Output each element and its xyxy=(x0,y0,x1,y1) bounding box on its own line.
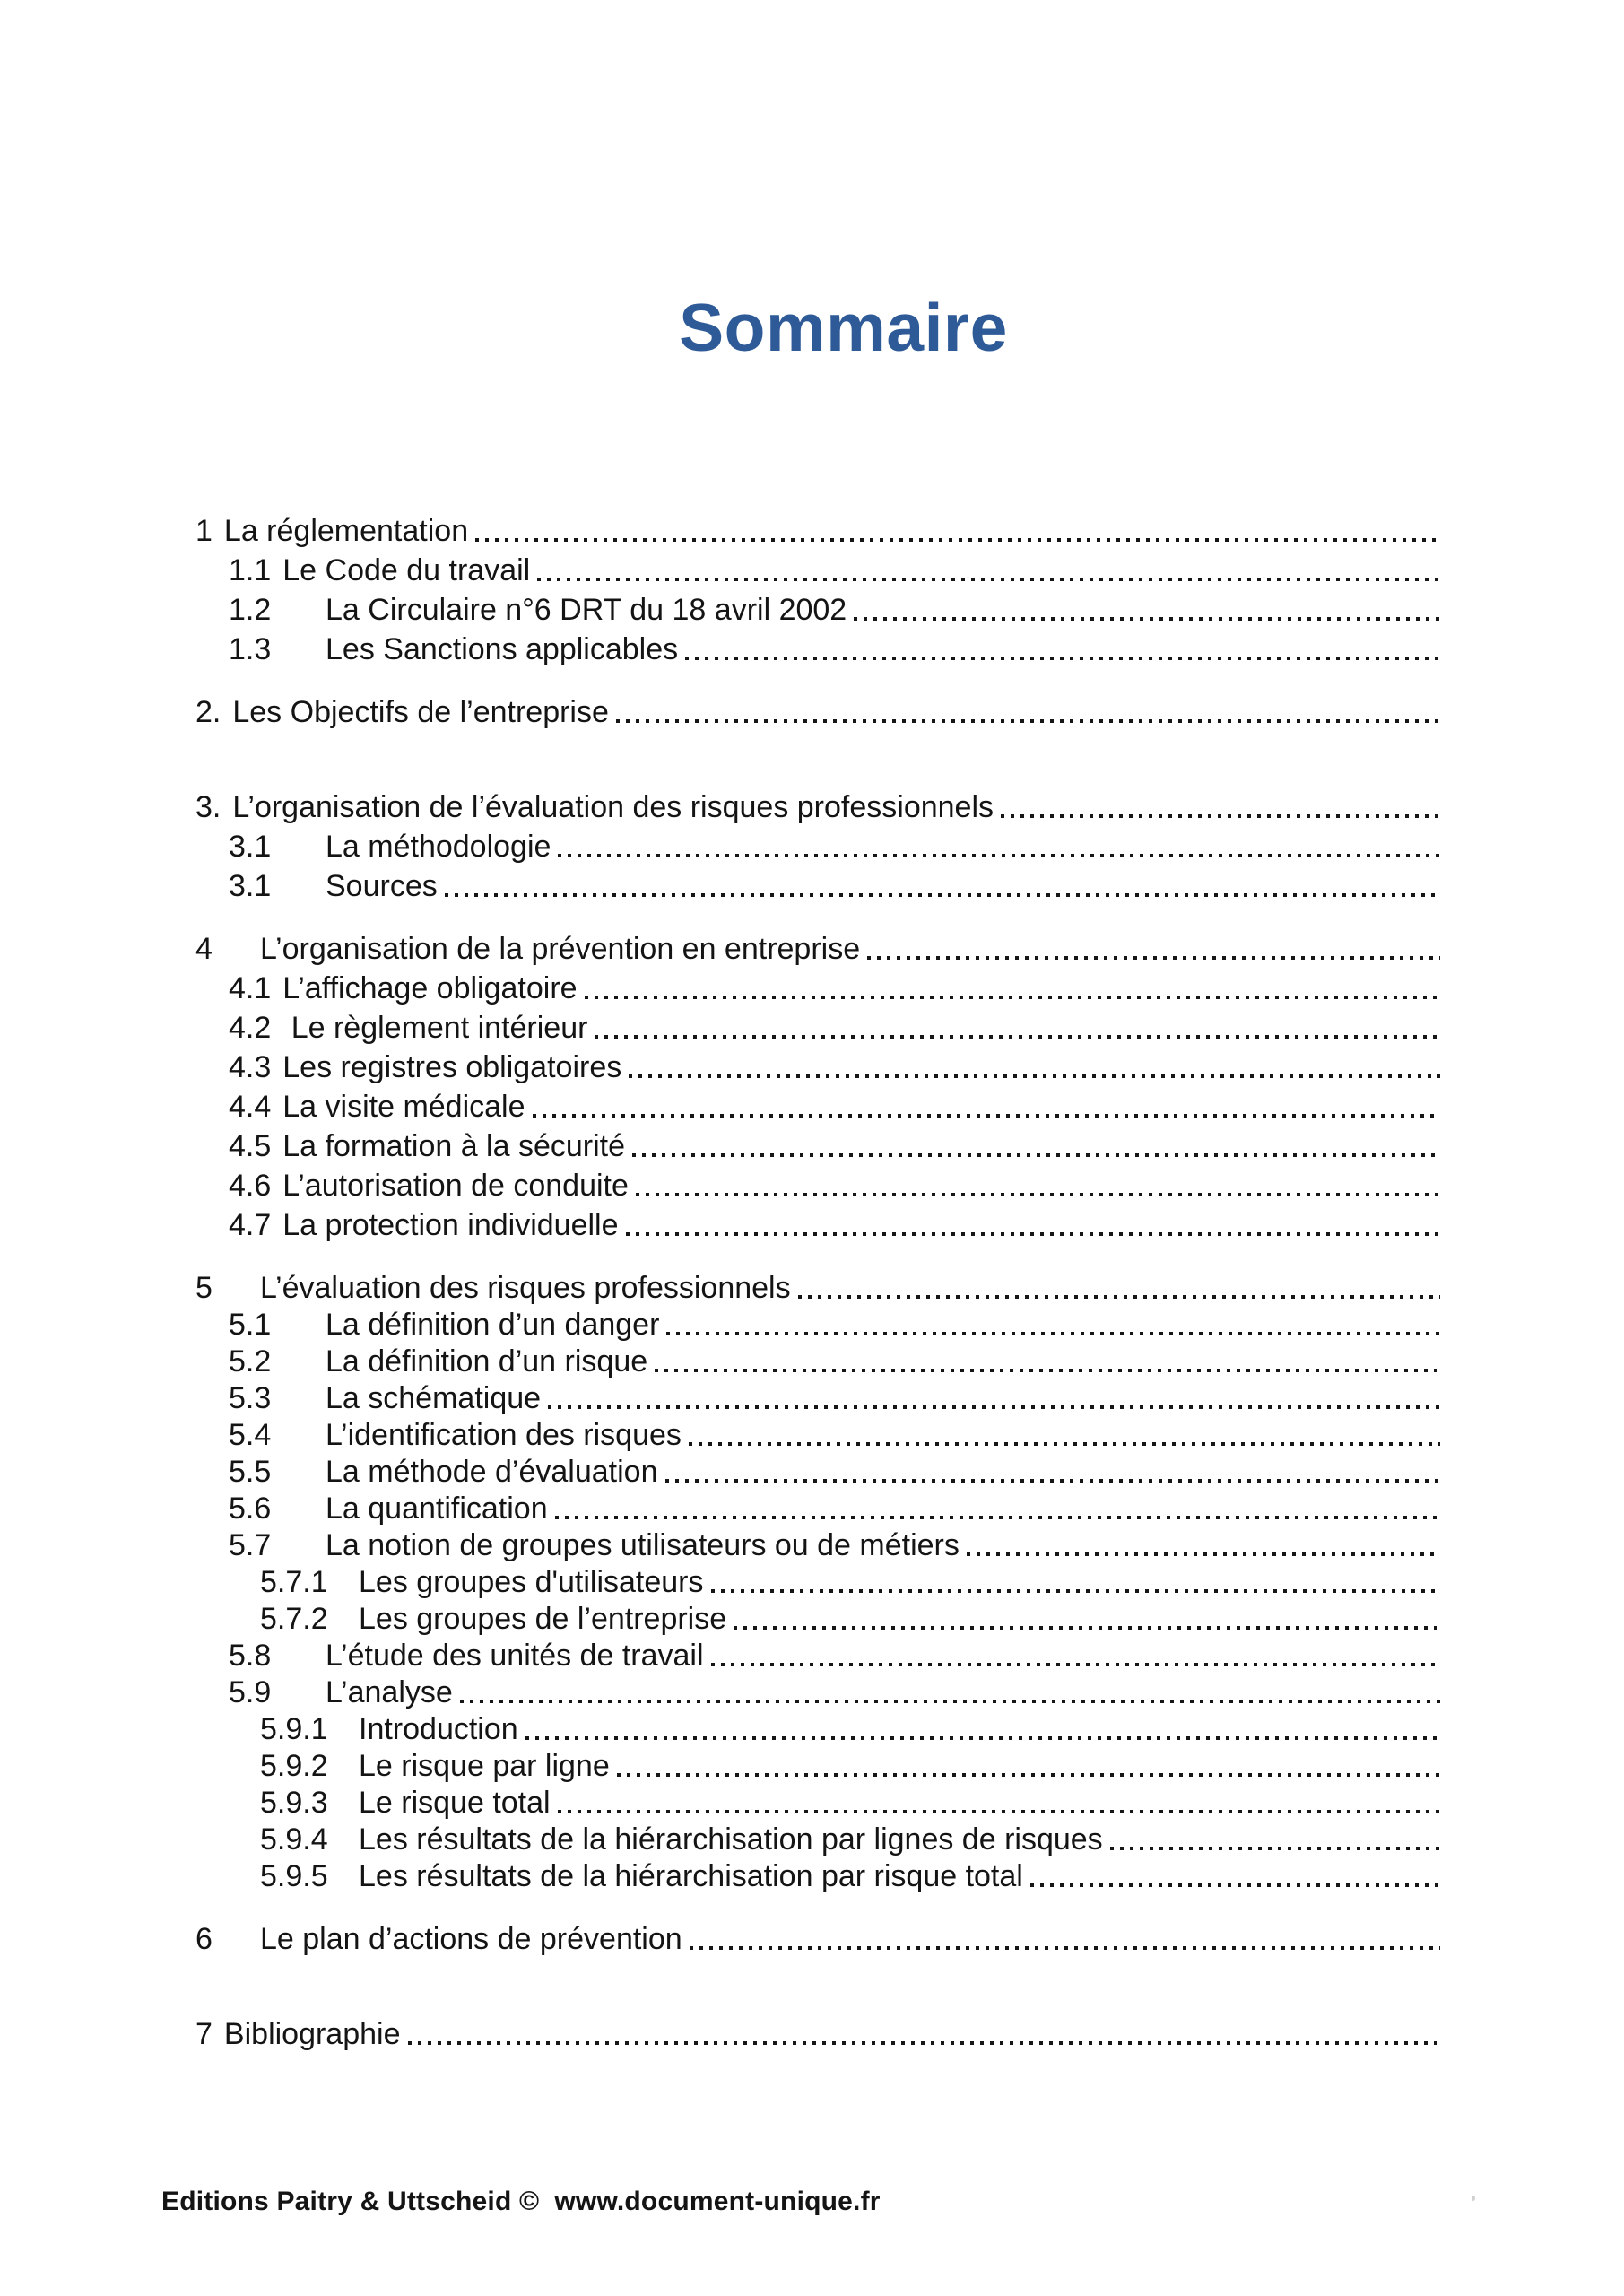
toc-entry[interactable] xyxy=(195,2012,1441,2051)
dotted-leader xyxy=(1110,1847,1440,1850)
toc-entry-number: 4.5 xyxy=(229,1129,272,1164)
toc-entry[interactable] xyxy=(195,1820,1441,1857)
toc-entry-label: Les résultats de la hiérarchisation par risque total xyxy=(359,1859,1023,1894)
toc-entry-number: 2. xyxy=(195,695,221,730)
dotted-leader xyxy=(558,1810,1440,1813)
toc-entry-number: 1.1 xyxy=(229,553,272,588)
toc-entry-label: Les groupes de l’entreprise xyxy=(359,1602,727,1637)
toc-entry-number: 5.8 xyxy=(229,1639,272,1674)
toc-entry-label: L’organisation de l’évaluation des risques professionnels xyxy=(232,790,994,825)
toc-entry[interactable] xyxy=(195,1124,1441,1163)
toc-entry-number: 3.1 xyxy=(229,830,272,865)
toc-entry[interactable] xyxy=(195,1636,1441,1673)
toc-entry-number: 1 xyxy=(195,514,213,549)
toc-entry[interactable] xyxy=(195,785,1441,824)
toc-entry-label: Sources xyxy=(326,869,438,904)
toc-entry-number: 5.9.4 xyxy=(260,1822,328,1857)
toc-entry-number: 4.6 xyxy=(229,1169,272,1204)
toc-entry-number: 5.9.5 xyxy=(260,1859,328,1894)
dotted-leader xyxy=(689,1442,1440,1446)
toc-entry[interactable] xyxy=(195,1342,1441,1378)
toc-entry-label: La définition d’un danger xyxy=(326,1308,660,1343)
dotted-leader xyxy=(629,1074,1440,1078)
toc-entry-number: 5.5 xyxy=(229,1455,272,1490)
toc-entry-number: 1.2 xyxy=(229,593,272,628)
dotted-leader xyxy=(665,1479,1441,1483)
toc-entry-number: 5.7 xyxy=(229,1528,272,1563)
toc-entry[interactable] xyxy=(195,1203,1441,1242)
table-of-contents xyxy=(195,509,1441,2051)
toc-entry-number: 5.9.3 xyxy=(260,1786,328,1821)
dotted-leader xyxy=(867,956,1440,960)
dotted-leader xyxy=(585,996,1440,999)
toc-entry[interactable] xyxy=(195,1599,1441,1636)
toc-entry-label: La méthodologie xyxy=(326,830,551,865)
toc-entry[interactable] xyxy=(195,1305,1441,1342)
toc-entry-label: L’analyse xyxy=(326,1675,453,1710)
toc-entry-number: 3.1 xyxy=(229,869,272,904)
toc-entry[interactable] xyxy=(195,926,1441,966)
toc-entry[interactable] xyxy=(195,1163,1441,1203)
page-title: Sommaire xyxy=(679,290,1008,365)
toc-entry-label: L’identification des risques xyxy=(326,1418,682,1453)
toc-entry[interactable] xyxy=(195,1783,1441,1820)
toc-entry-label: La visite médicale xyxy=(282,1090,525,1125)
dotted-leader xyxy=(445,893,1440,897)
toc-entry-label: La réglementation xyxy=(223,514,469,549)
toc-entry-label: L’organisation de la prévention en entreprise xyxy=(260,932,861,967)
dotted-leader xyxy=(533,1114,1440,1118)
toc-entry-label: La schématique xyxy=(326,1381,542,1416)
toc-entry-label: L’évaluation des risques professionnels xyxy=(260,1271,791,1306)
toc-entry[interactable] xyxy=(195,1917,1441,1956)
toc-entry[interactable] xyxy=(195,690,1441,729)
dotted-leader xyxy=(666,1332,1440,1335)
toc-entry[interactable] xyxy=(195,627,1441,666)
toc-entry[interactable] xyxy=(195,1045,1441,1084)
dotted-leader xyxy=(408,2041,1440,2045)
toc-entry-number: 1.3 xyxy=(229,632,272,667)
toc-entry-label: Le plan d’actions de prévention xyxy=(260,1922,682,1957)
toc-entry-number: 5.1 xyxy=(229,1308,272,1343)
page-footer: Editions Paitry & Uttscheid © www.document-unique.fr xyxy=(161,2187,881,2216)
toc-entry-number: 4.3 xyxy=(229,1050,272,1085)
dotted-leader xyxy=(636,1193,1440,1196)
toc-entry[interactable] xyxy=(195,1084,1441,1124)
dotted-leader xyxy=(626,1232,1440,1236)
dotted-leader xyxy=(854,617,1440,621)
toc-entry[interactable] xyxy=(195,966,1441,1005)
dotted-leader xyxy=(555,1516,1440,1519)
toc-entry-number: 4.7 xyxy=(229,1208,272,1243)
toc-entry-label: La Circulaire n°6 DRT du 18 avril 2002 xyxy=(326,593,847,628)
dotted-leader xyxy=(711,1589,1441,1593)
toc-entry-label: Les résultats de la hiérarchisation par lignes de risques xyxy=(359,1822,1103,1857)
dotted-leader xyxy=(537,578,1440,581)
toc-entry-number: 5.6 xyxy=(229,1492,272,1526)
dotted-leader xyxy=(595,1035,1440,1039)
toc-entry-label: Introduction xyxy=(359,1712,518,1747)
toc-entry-number: 7 xyxy=(195,2017,213,2052)
toc-entry-label: La protection individuelle xyxy=(282,1208,619,1243)
toc-entry[interactable] xyxy=(195,1709,1441,1746)
toc-entry[interactable] xyxy=(195,1857,1441,1893)
toc-entry[interactable] xyxy=(195,1562,1441,1599)
dotted-leader xyxy=(1030,1883,1440,1887)
dotted-leader xyxy=(460,1700,1440,1703)
dotted-leader xyxy=(1001,814,1440,818)
dotted-leader xyxy=(525,1736,1440,1740)
toc-entry-label: Les groupes d'utilisateurs xyxy=(359,1565,704,1600)
toc-entry-number: 5 xyxy=(195,1271,213,1306)
toc-entry[interactable] xyxy=(195,1489,1441,1526)
toc-entry-number: 4.2 xyxy=(229,1011,272,1046)
toc-entry-number: 5.3 xyxy=(229,1381,272,1416)
dotted-leader xyxy=(616,719,1440,723)
toc-entry[interactable] xyxy=(195,1673,1441,1709)
toc-entry-number: 3. xyxy=(195,790,221,825)
toc-entry-number: 5.9 xyxy=(229,1675,272,1710)
toc-entry-label: Le règlement intérieur xyxy=(282,1011,588,1046)
toc-entry[interactable] xyxy=(195,1452,1441,1489)
toc-entry-label: La méthode d’évaluation xyxy=(326,1455,658,1490)
dotted-leader xyxy=(475,538,1440,542)
toc-entry-label: Le risque total xyxy=(359,1786,551,1821)
dotted-leader xyxy=(655,1369,1440,1372)
toc-entry-label: Les Sanctions applicables xyxy=(326,632,679,667)
toc-entry-label: La formation à la sécurité xyxy=(282,1129,626,1164)
dotted-leader xyxy=(632,1153,1440,1157)
toc-entry-number: 5.4 xyxy=(229,1418,272,1453)
toc-entry[interactable] xyxy=(195,1526,1441,1562)
dotted-leader xyxy=(685,657,1440,660)
toc-entry-number: 5.7.1 xyxy=(260,1565,328,1600)
toc-entry-label: La quantification xyxy=(326,1492,548,1526)
toc-entry-label: L’affichage obligatoire xyxy=(282,971,578,1006)
toc-entry[interactable] xyxy=(195,1005,1441,1045)
dotted-leader xyxy=(548,1405,1440,1409)
toc-entry[interactable] xyxy=(195,587,1441,627)
toc-entry-label: Le risque par ligne xyxy=(359,1749,610,1784)
dotted-leader xyxy=(617,1773,1440,1777)
dotted-leader xyxy=(798,1295,1440,1299)
toc-entry[interactable] xyxy=(195,1378,1441,1415)
toc-entry[interactable] xyxy=(195,1265,1441,1305)
toc-entry-label: Les Objectifs de l’entreprise xyxy=(232,695,609,730)
toc-entry-number: 5.9.2 xyxy=(260,1749,328,1784)
toc-entry-label: Bibliographie xyxy=(223,2017,401,2052)
toc-entry[interactable] xyxy=(195,1746,1441,1783)
toc-entry-label: La définition d’un risque xyxy=(326,1344,648,1379)
toc-entry-label: Les registres obligatoires xyxy=(282,1050,622,1085)
toc-entry-label: La notion de groupes utilisateurs ou de métiers xyxy=(326,1528,960,1563)
toc-entry-number: 5.7.2 xyxy=(260,1602,328,1637)
toc-entry[interactable] xyxy=(195,509,1441,548)
toc-entry-number: 4.4 xyxy=(229,1090,272,1125)
toc-entry[interactable] xyxy=(195,1415,1441,1452)
dotted-leader xyxy=(558,854,1440,857)
toc-entry-number: 5.2 xyxy=(229,1344,272,1379)
toc-entry[interactable] xyxy=(195,548,1441,587)
toc-entry-label: Le Code du travail xyxy=(282,553,531,588)
dotted-leader xyxy=(967,1552,1440,1556)
dotted-leader xyxy=(711,1663,1440,1666)
toc-entry-number: 6 xyxy=(195,1922,213,1957)
toc-entry-label: L’autorisation de conduite xyxy=(282,1169,629,1204)
toc-entry[interactable] xyxy=(195,864,1441,903)
scan-artifact xyxy=(1472,2196,1475,2201)
toc-entry-label: L’étude des unités de travail xyxy=(326,1639,704,1674)
dotted-leader xyxy=(690,1946,1440,1950)
toc-entry-number: 5.9.1 xyxy=(260,1712,328,1747)
toc-entry-number: 4.1 xyxy=(229,971,272,1006)
toc-entry-number: 4 xyxy=(195,932,213,967)
toc-entry[interactable] xyxy=(195,824,1441,864)
dotted-leader xyxy=(734,1626,1440,1630)
